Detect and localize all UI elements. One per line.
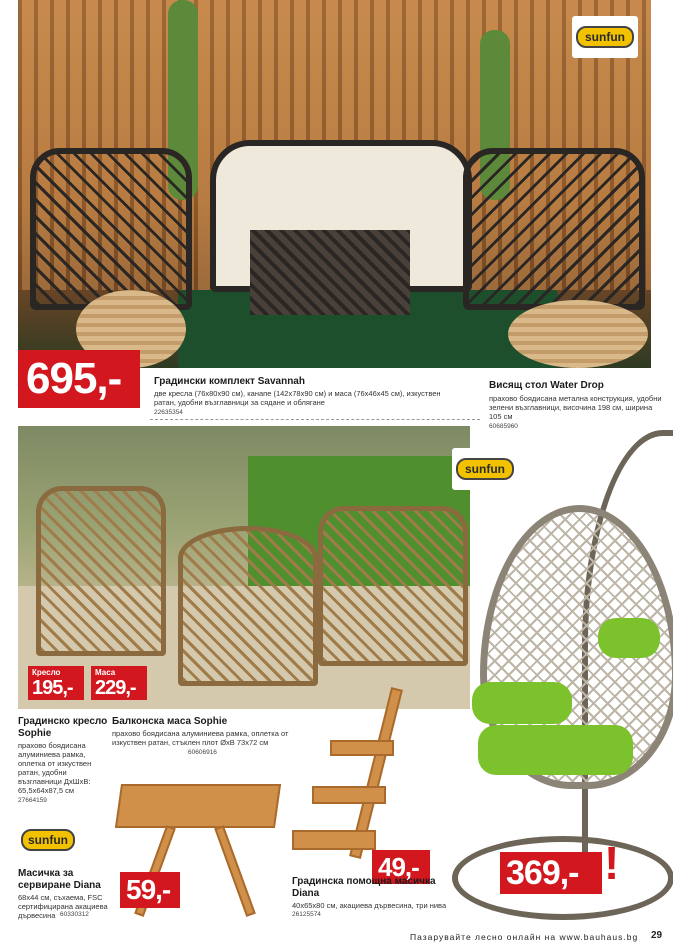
green-seat-cushion bbox=[478, 725, 633, 775]
footer-link-text[interactable]: Пазарувайте лесно онлайн на www.bauhaus.bg bbox=[410, 932, 639, 942]
armchair-right bbox=[463, 148, 645, 310]
sunfun-logo-top: sunfun bbox=[572, 16, 638, 58]
page-number: 29 bbox=[651, 930, 663, 941]
sophie-table-desc: прахово боядисана алуминиева рамка, оплетка от изкуствен ратан, стъклен плот ØxВ 73x72 см bbox=[112, 729, 289, 747]
sophie-set-photo bbox=[18, 426, 470, 709]
sophie-table-title: Балконска маса Sophie bbox=[112, 716, 228, 727]
green-cushion-left bbox=[472, 682, 572, 724]
diana-serving-code: 60330312 bbox=[60, 911, 89, 918]
sunfun-logo-middle: sunfun bbox=[452, 448, 518, 490]
water-drop-title: Висящ стол Water Drop bbox=[489, 380, 604, 391]
diana-serving-desc: 68x44 см, съхаема, FSC сертифицирана акациева дървесина bbox=[18, 893, 108, 920]
sunfun-logo-bottom: sunfun bbox=[18, 822, 78, 858]
serving-table-leg-2 bbox=[214, 825, 256, 917]
water-drop-desc: прахово боядисана метална конструкция, удобни зелени възглавници, височина 198 см, ширина 105 см bbox=[489, 394, 662, 421]
sophie-chair-right bbox=[318, 506, 468, 666]
diana-serving-price-tag: 59,- bbox=[120, 872, 180, 908]
savannah-title: Градински комплект Savannah bbox=[154, 376, 305, 387]
savannah-desc: две кресла (76x80x90 см), канапе (142x78x90 см) и маса (76x46x45 см), изкуствен ратан, удобни възглавници за сядане и облягане bbox=[154, 389, 441, 407]
sophie-table bbox=[178, 526, 318, 686]
diana-helper-desc: 40x65x80 см, акациева дървесина, три нива bbox=[292, 901, 447, 910]
savannah-price-tag: 695,- bbox=[18, 350, 140, 408]
ladder-shelf-2 bbox=[312, 786, 386, 804]
exclamation-icon: ! bbox=[604, 837, 620, 889]
diana-helper-price-tag: 49,- bbox=[372, 850, 430, 884]
diana-helper-title: Градинска помощна масичка Diana bbox=[292, 876, 436, 899]
sophie-chair-desc: прахово боядисана алуминиева рамка, оплетка от изкуствен ратан, удобни възглавници ДxШxВ: 65,5x64x87,5 см bbox=[18, 741, 92, 795]
sophie-chair-left bbox=[36, 486, 166, 656]
armchair-left bbox=[30, 148, 192, 310]
divider-1 bbox=[150, 419, 480, 420]
savannah-set-photo bbox=[18, 0, 651, 368]
water-drop-price-tag: 369,- bbox=[500, 852, 602, 894]
coffee-table bbox=[250, 230, 410, 315]
sophie-table-code: 60606916 bbox=[188, 749, 217, 756]
diana-helper-code: 26125574 bbox=[292, 911, 321, 918]
savannah-code: 22635354 bbox=[154, 409, 183, 416]
ladder-shelf-3 bbox=[292, 830, 376, 850]
sophie-chair-title: Градинско кресло Sophie bbox=[18, 716, 108, 739]
sophie-chair-code: 27664159 bbox=[18, 797, 47, 804]
green-cushion-back bbox=[598, 618, 660, 658]
water-drop-code: 60685960 bbox=[489, 423, 518, 430]
diana-serving-title: Масичка за сервиране Diana bbox=[18, 868, 101, 891]
sophie-table-price-tag: Маса 229,- bbox=[91, 666, 147, 700]
pouf-right bbox=[508, 300, 648, 368]
sophie-chair-price-tag: Кресло 195,- bbox=[28, 666, 84, 700]
ladder-shelf-1 bbox=[330, 740, 394, 756]
serving-table-tray bbox=[115, 784, 281, 828]
